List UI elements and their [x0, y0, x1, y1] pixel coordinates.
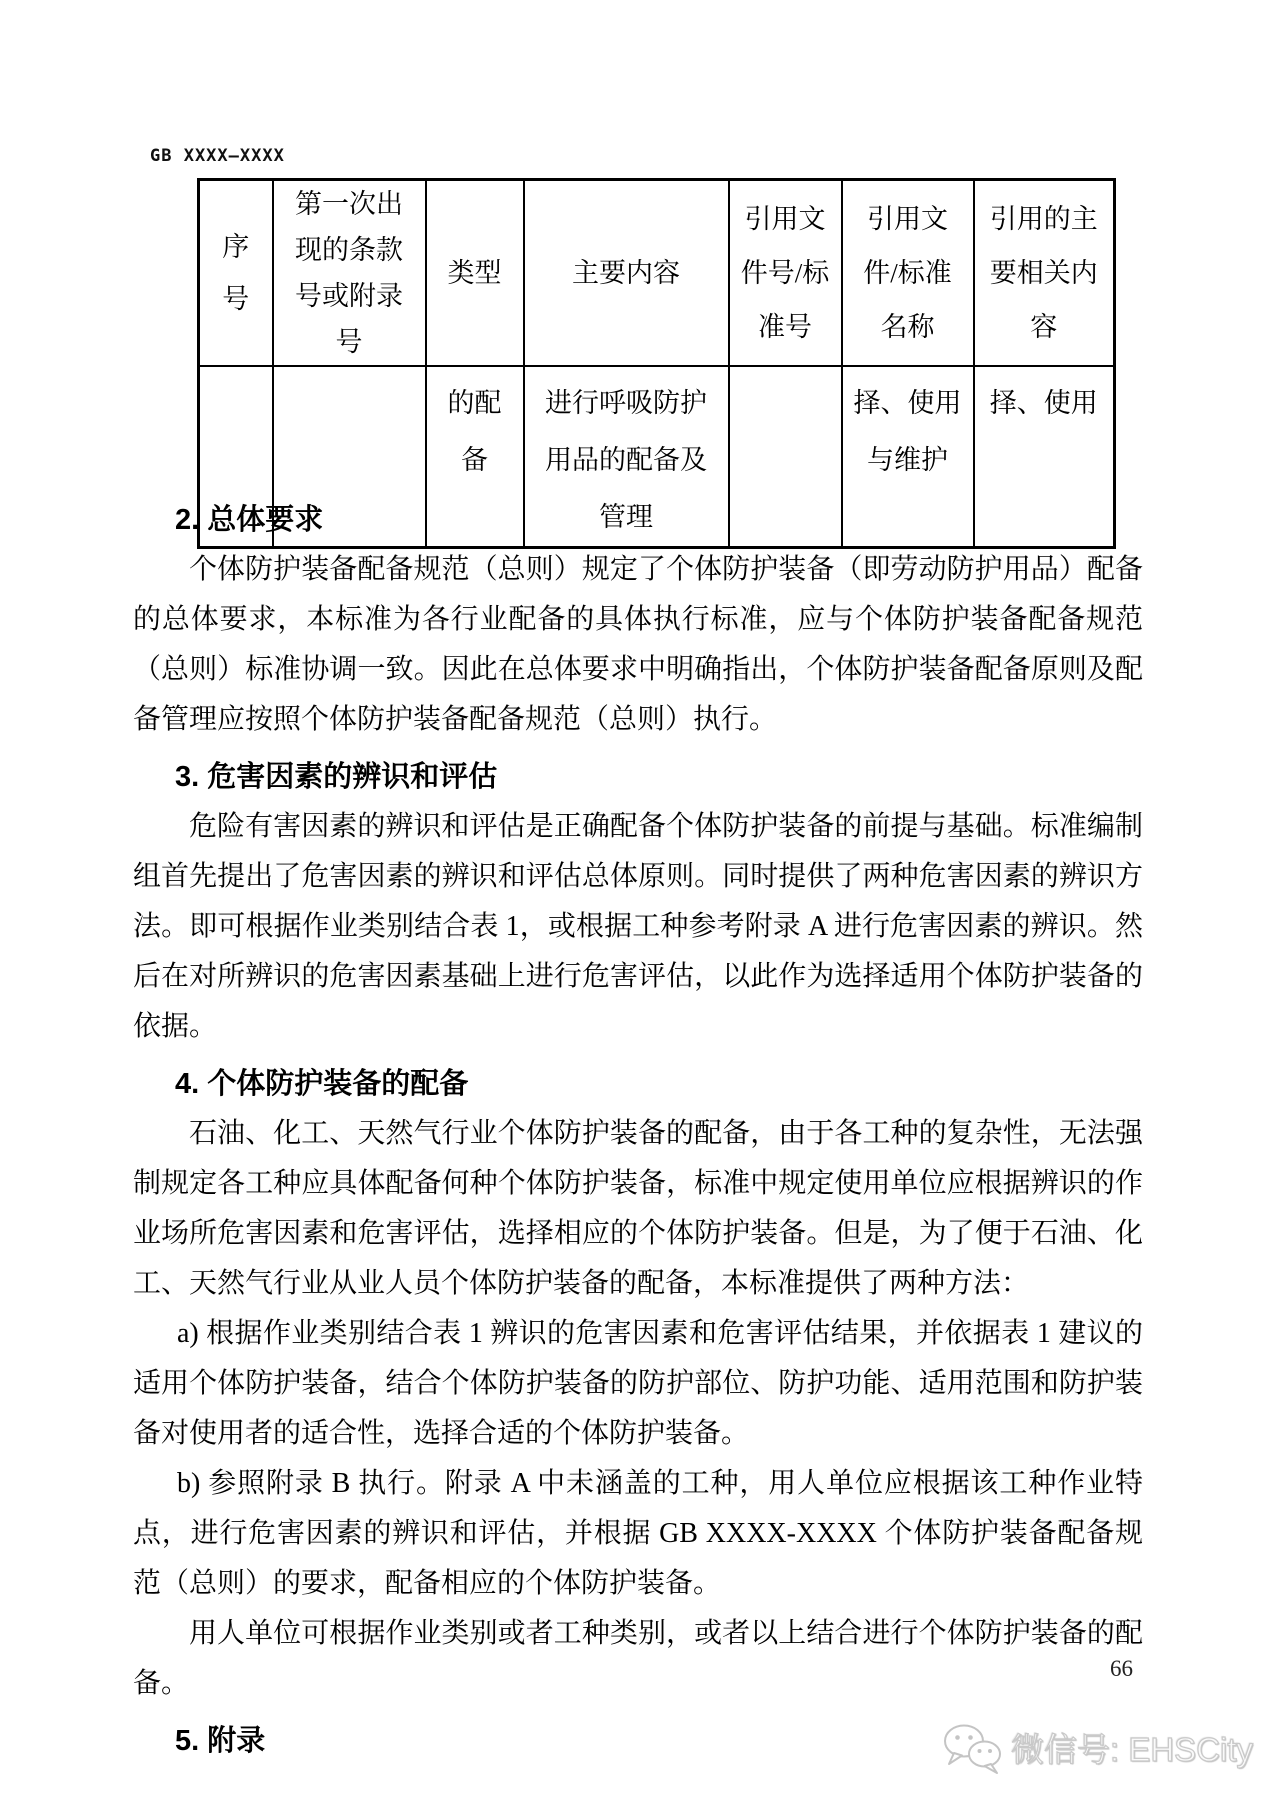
- watermark: [941, 1722, 1253, 1778]
- cell-type: 的配备: [426, 366, 524, 548]
- col-header-type: 类型: [426, 180, 524, 367]
- paragraph: 石油、化工、天然气行业个体防护装备的配备，由于各工种的复杂性，无法强制规定各工种应具体配备何种个体防护装备，标准中规定使用单位应根据辨识的作业场所危害因素和危害评估，选择相应的个体防护装备。但是，为了便于石油、化工、天然气行业从业人员个体防护装备的配备，本标准提供了两种方法：: [133, 1118, 1143, 1299]
- col-header-ref-doc-name: 引用文件/标准名称: [842, 180, 974, 367]
- section-heading-appendix: 5. 附录: [175, 1725, 266, 1757]
- list-item-a: a) 根据作业类别结合表 1 辨识的危害因素和危害评估结果，并依据表 1 建议的适用个体防护装备，结合个体防护装备的防护部位、防护功能、适用范围和防护装备对使用者的适合性，选择合适的个体防护装备。: [133, 1318, 1143, 1449]
- col-header-serial: 序号: [199, 180, 273, 367]
- col-header-ref-related-content: 引用的主要相关内容: [974, 180, 1115, 367]
- col-header-first-clause: 第一次出现的条款号或附录号: [273, 180, 426, 367]
- doc-code: GB XXXX—XXXX: [150, 146, 285, 166]
- section-heading-ppe-provision: 4. 个体防护装备的配备: [175, 1068, 469, 1100]
- page-number: 66: [1110, 1656, 1133, 1681]
- paragraph: 用人单位可根据作业类别或者工种类别，或者以上结合进行个体防护装备的配备。: [133, 1618, 1143, 1699]
- col-header-ref-doc-no: 引用文件号/标准号: [729, 180, 842, 367]
- table-header-row: [199, 180, 1115, 367]
- col-header-main-content: 主要内容: [524, 180, 729, 367]
- list-item-b: b) 参照附录 B 执行。附录 A 中未涵盖的工种，用人单位应根据该工种作业特点，进行危害因素的辨识和评估，并根据 GB XXXX-XXXX 个体防护装备配备规范（总则）的要求，配备相应的个体防护装备。: [133, 1468, 1143, 1599]
- cell-ref-related-content: 择、使用: [974, 366, 1115, 548]
- section-heading-hazard-identification: 3. 危害因素的辨识和评估: [175, 761, 498, 793]
- paragraph: 个体防护装备配备规范（总则）规定了个体防护装备（即劳动防护用品）配备的总体要求，本标准为各行业配备的具体执行标准，应与个体防护装备配备规范（总则）标准协调一致。因此在总体要求中明确指出，个体防护装备配备原则及配备管理应按照个体防护装备配备规范（总则）执行。: [133, 554, 1143, 735]
- document-body: [133, 488, 1143, 1766]
- cell-main-content: 进行呼吸防护用品的配备及管理: [524, 366, 729, 548]
- cell-ref-doc-name: 择、使用与维护: [842, 366, 974, 548]
- watermark-label: 微信号: EHSCity: [1011, 1731, 1254, 1768]
- paragraph: 危险有害因素的辨识和评估是正确配备个体防护装备的前提与基础。标准编制组首先提出了危害因素的辨识和评估总体原则。同时提供了两种危害因素的辨识方法。即可根据作业类别结合表 1，或根据工种参考附录 A 进行危害因素的辨识。然后在对所辨识的危害因素基础上进行危害评估，以此作为选择适用个体防护装备的依据。: [133, 811, 1143, 1042]
- section-heading-general-requirements: 2. 总体要求: [175, 504, 324, 536]
- wechat-icon: [941, 1722, 1005, 1778]
